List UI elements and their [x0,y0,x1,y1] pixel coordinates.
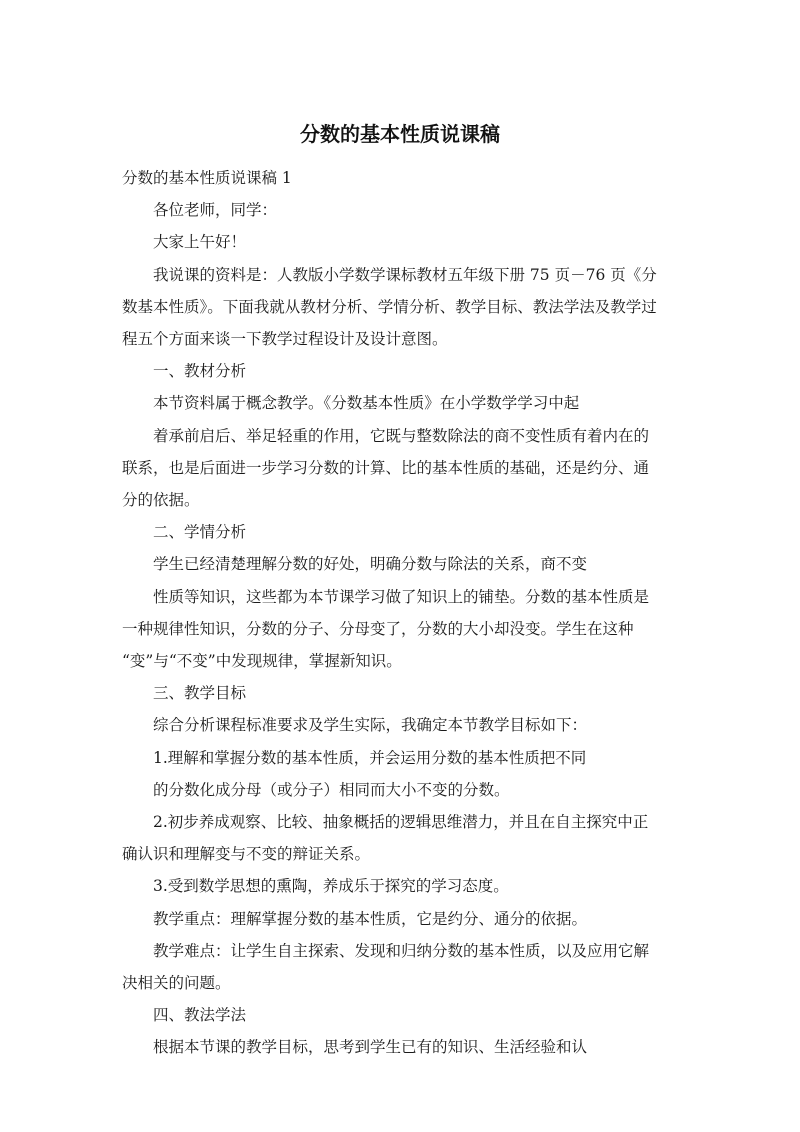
paragraph-line: 着承前启后、举足轻重的作用，它既与整数除法的商不变性质有着内在的 [153,426,650,445]
paragraph-line: 综合分析课程标准要求及学生实际，我确定本节教学目标如下： [153,716,588,735]
paragraph-line: 的分数化成分母（或分子）相同而大小不变的分数。 [153,780,510,799]
document-title: 分数的基本性质说课稿 [300,122,500,146]
paragraph-line: 各位老师，同学： [153,201,278,220]
paragraph-line: 大家上午好！ [153,233,247,252]
paragraph-line: 分数的基本性质说课稿 1 [122,169,292,187]
paragraph-line: 1.理解和掌握分数的基本性质，并会运用分数的基本性质把不同 [153,748,587,767]
document-body [122,162,680,1064]
paragraph-line: 一种规律性知识，分数的分子、分母变了，分数的大小却没变。学生在这种 [122,619,634,638]
paragraph-line: 三、教学目标 [153,684,247,703]
paragraph-line: 四、教法学法 [153,1006,247,1025]
paragraph-line: 3.受到数学思想的熏陶，养成乐于探究的学习态度。 [153,877,509,896]
paragraph-line: 一、教材分析 [153,362,247,381]
paragraph-line: 学生已经清楚理解分数的好处，明确分数与除法的关系，商不变 [153,555,588,574]
paragraph-line: 我说课的资料是：人教版小学数学课标教材五年级下册 75 页－76 页《分 [153,265,657,284]
paragraph-line: 数基本性质》。下面我就从教材分析、学情分析、教学目标、教法学法及教学过 [122,297,657,316]
paragraph-line: 确认识和理解变与不变的辩证关系。 [122,845,371,864]
paragraph-line: “变”与“不变”中发现规律，掌握新知识。 [122,652,402,671]
paragraph-line: 教学重点：理解掌握分数的基本性质，它是约分、通分的依据。 [153,909,588,928]
paragraph-line: 程五个方面来谈一下教学过程设计及设计意图。 [122,330,448,349]
paragraph-line: 2.初步养成观察、比较、抽象概括的逻辑思维潜力，并且在自主探究中正 [153,813,649,832]
paragraph-line: 联系，也是后面进一步学习分数的计算、比的基本性质的基础，还是约分、通 [122,458,650,477]
paragraph-line: 二、学情分析 [153,523,247,542]
paragraph-line: 根据本节课的教学目标，思考到学生已有的知识、生活经验和认 [153,1038,588,1057]
paragraph-line: 性质等知识，这些都为本节课学习做了知识上的铺垫。分数的基本性质是 [153,587,650,606]
paragraph-line: 教学难点：让学生自主探索、发现和归纳分数的基本性质，以及应用它解 [153,941,650,960]
paragraph-line: 决相关的问题。 [122,974,231,993]
paragraph-line: 分的依据。 [122,491,200,510]
paragraph-line: 本节资料属于概念教学。《分数基本性质》在小学数学学习中起 [153,394,580,413]
